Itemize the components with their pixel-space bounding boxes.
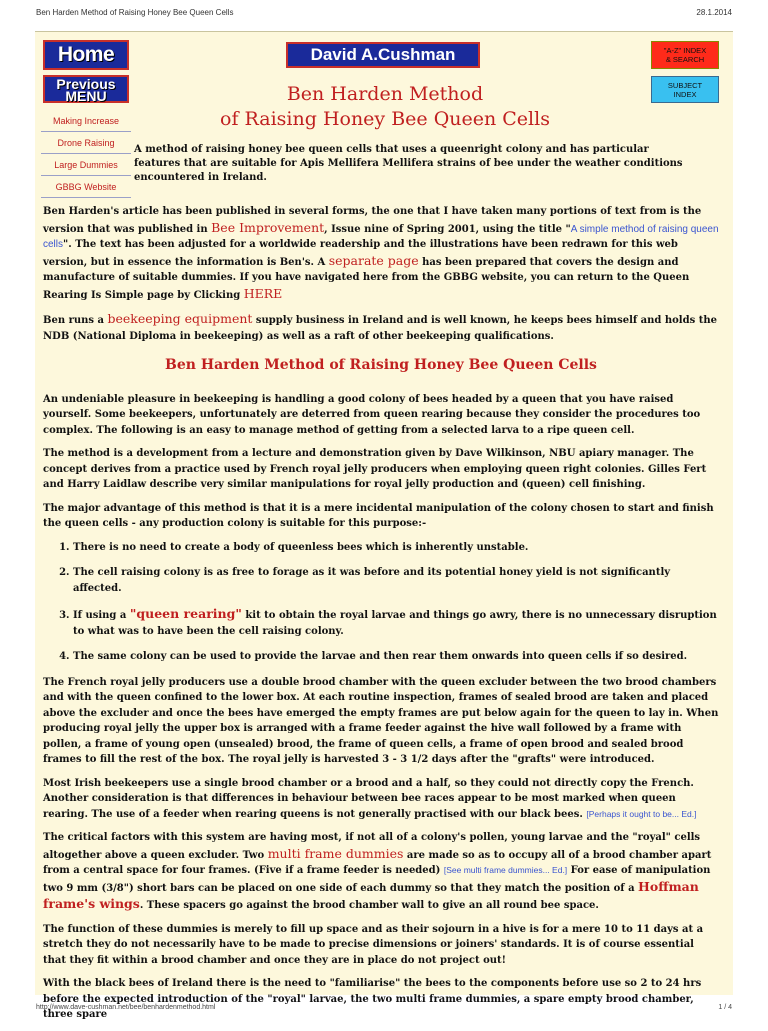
subject-label: SUBJECT bbox=[667, 81, 703, 90]
home-button[interactable]: Home bbox=[43, 40, 129, 70]
see-multi-frame-dummies-link[interactable]: [See multi frame dummies... Ed.] bbox=[443, 865, 568, 875]
title-line-2: of Raising Honey Bee Queen Cells bbox=[220, 108, 550, 130]
section-heading: Ben Harden Method of Raising Honey Bee Queen Cells bbox=[165, 357, 597, 373]
paragraph-3: An undeniable pleasure in beekeeping is handling a good colony of bees headed by a queen that you have raised yourself. Some beekeepers, unfortunately are deterred from queen rearing because they consider the procedures too complex. The following is an easy to manage method of getting from a selected larva to a ripe queen cell. bbox=[43, 393, 701, 436]
paragraph-10: With the black bees of Ireland there is the need to "familiarise" the bees to the components before use so 2 to 24 hrs before the expected introduction of the "royal" larvae, the two multi frame dummies, a spare empty brood chamber, three spare bbox=[43, 978, 702, 1020]
page-title bbox=[185, 82, 585, 132]
sidebar-link-making-increase[interactable]: Making Increase bbox=[41, 111, 131, 132]
paragraph-1 bbox=[43, 204, 719, 303]
here-link[interactable]: HERE bbox=[243, 285, 283, 301]
text: supply business in Ireland and is well known, he keeps bees himself and holds the NDB (National Diploma in beekeeping) as well as a raft of other beekeeping qualifications. bbox=[43, 315, 717, 342]
text: The critical factors with this system are having most, if not all of a colony's pollen, young larvae and the "royal" cells altogether above a queen excluder. Two bbox=[43, 832, 701, 861]
az-label: "A-Z" INDEX bbox=[663, 46, 707, 55]
text: has been prepared that covers the design and manufacture of suitable dummies. If you have navigated here from the GBBG website, you can return to the Queen Rearing Is Simple page by Clicking bbox=[43, 256, 690, 301]
list-item: 2. The cell raising colony is as free to forage as it was before and its potential honey yield is not significantly affected. bbox=[73, 565, 719, 596]
header-title: Ben Harden Method of Raising Honey Bee Queen Cells bbox=[36, 8, 234, 17]
article-body bbox=[43, 204, 719, 1031]
text: are made so as to occupy all of a brood chamber apart from a central space for four frames. (Five if a frame feeder is needed) bbox=[43, 849, 712, 876]
text: For ease of manipulation two 9 mm (3/8") short bars can be placed on one side of each dummy so that they match the position of a bbox=[43, 865, 711, 894]
bee-improvement-link[interactable]: Bee Improvement bbox=[211, 219, 325, 235]
text: Ben runs a bbox=[43, 315, 108, 326]
advantages-list bbox=[43, 540, 719, 665]
list-item: 4. The same colony can be used to provide the larvae and then rear them onwards into queen cells if so desired. bbox=[73, 649, 719, 665]
subject-index-button[interactable] bbox=[651, 76, 719, 103]
footer-page: 1 / 4 bbox=[718, 1004, 732, 1011]
search-label: & SEARCH bbox=[665, 55, 705, 64]
text: . These spacers go against the brood chamber wall to give an all round bee space. bbox=[139, 900, 599, 911]
editor-note: [Perhaps it ought to be... Ed.] bbox=[586, 808, 697, 819]
list-item: 1. There is no need to create a body of queenless bees which is inherently unstable. bbox=[73, 540, 719, 556]
paragraph-9: The function of these dummies is merely to fill up space and as their sojourn in a hive is for a mere 10 to 11 days at a stretch they do not necessarily have to be made to precise dimensions or joiners' standards. It is of course essential that they fit within a brood chamber and once they are in place do not project out! bbox=[43, 923, 704, 966]
paragraph-7 bbox=[43, 776, 719, 823]
menu-label: MENU bbox=[65, 88, 107, 104]
az-index-button[interactable] bbox=[651, 41, 719, 69]
text: ". The text has been adjusted for a worldwide readership and the illustrations have been redrawn for this web version, but in essence the information is Ben's. A bbox=[43, 239, 678, 268]
site-name-button[interactable]: David A.Cushman bbox=[286, 42, 480, 68]
paragraph-5: The major advantage of this method is that it is a mere incidental manipulation of the colony chosen to start and finish the queen cells - any production colony is suitable for this purpose:- bbox=[43, 502, 714, 529]
text: Ben Harden's article has been published in several forms, the one that I have taken many portions of text from is the version that was published in bbox=[43, 206, 702, 235]
print-header bbox=[0, 0, 768, 22]
footer-url: http://www.dave-cushman.net/bee/benhardenmethod.html bbox=[36, 1004, 216, 1011]
paragraph-2 bbox=[43, 311, 719, 344]
text: , Issue nine of Spring 2001, using the title " bbox=[324, 223, 571, 235]
paragraph-8 bbox=[43, 830, 719, 914]
simple-method-link[interactable]: A simple method of raising queen cells bbox=[43, 223, 719, 250]
text: If using a bbox=[73, 610, 130, 621]
queen-rearing-link[interactable]: "queen rearing" bbox=[129, 606, 242, 621]
sidebar-links bbox=[41, 111, 131, 199]
intro-text: A method of raising honey bee queen cells that uses a queenright colony and has particular features that are suitable for Apis Mellifera Mellifera strains of bee under the weather conditions encountered in Ireland. bbox=[134, 144, 683, 183]
previous-menu-button[interactable] bbox=[43, 75, 129, 103]
multi-frame-dummies-link[interactable]: multi frame dummies bbox=[267, 845, 404, 861]
beekeeping-equipment-link[interactable]: beekeeping equipment bbox=[107, 311, 253, 326]
sidebar-link-drone-raising[interactable]: Drone Raising bbox=[41, 133, 131, 154]
separate-page-link[interactable]: separate page bbox=[328, 252, 419, 268]
title-line-1: Ben Harden Method bbox=[286, 83, 484, 105]
previous-label: Previous bbox=[56, 76, 116, 92]
sidebar-link-gbbg-website[interactable]: GBBG Website bbox=[41, 177, 131, 198]
text: kit to obtain the royal larvae and things go awry, there is no unnecessary disruption to what was to have been the cell raising colony. bbox=[73, 610, 717, 637]
list-item bbox=[73, 606, 719, 639]
text: Most Irish beekeepers use a single brood chamber or a brood and a half, so they could not directly copy the French. Another consideration is that differences in behaviour between bee races appear to be most marked when queen rearing. The use of a feeder when rearing queens is not generally practised with our black bees. bbox=[43, 777, 694, 820]
hoffman-frames-wings-link[interactable]: Hoffman frame's wings bbox=[43, 878, 699, 911]
paragraph-6: The French royal jelly producers use a double brood chamber with the queen excluder between the two brood chambers and with the queen confined to the lower box. At each routine inspection, frames of sealed brood are taken and placed above the excluder and once the bees have emerged the empty frames are put below again for the queen to lay in. When producing royal jelly the upper box is arranged with a frame feeder against the hive wall followed by a frame with pollen, a frame of young open (unsealed) brood, the frame of queen cells, a frame of open brood and sealed brood frames to fill the rest of the box. The royal jelly is harvested 3 - 3 1/2 days after the "grafts" were introduced. bbox=[43, 676, 719, 765]
index-label: INDEX bbox=[673, 90, 697, 99]
sidebar-link-large-dummies[interactable]: Large Dummies bbox=[41, 155, 131, 176]
header-date: 28.1.2014 bbox=[696, 8, 732, 17]
paragraph-4: The method is a development from a lecture and demonstration given by Dave Wilkinson, NBU apiary manager. The concept derives from a practice used by French royal jelly producers when employing queen right colonies. Gilles Fert and Harry Laidlaw describe very similar manipulations for royal jelly production and (queen) cell finishing. bbox=[43, 448, 707, 490]
